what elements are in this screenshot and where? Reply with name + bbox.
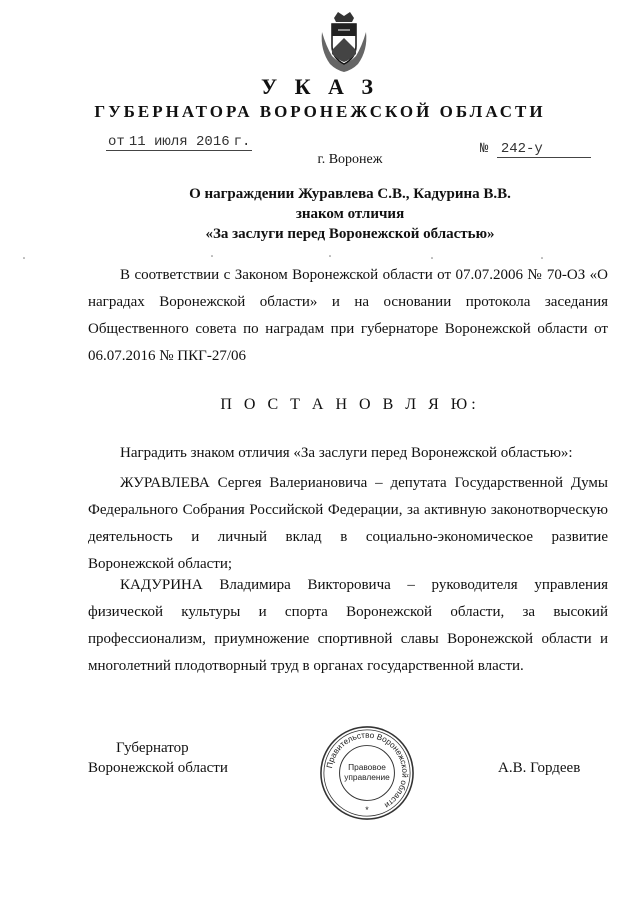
coat-of-arms-emblem <box>316 10 372 74</box>
awardee-paragraph-1: ЖУРАВЛЕВА Сергея Валериановича – депутата Государственной Думы Федерального Собрания Российской Федерации, за активную законотворческую деятельность и личный вклад в социально-экономическое развитие Воронежской области; <box>88 475 608 572</box>
date-value: 11 июля 2016 <box>128 134 230 150</box>
preamble-paragraph: В соответствии с Законом Воронежской области от 07.07.2006 № 70-ОЗ «О наградах Воронежской области» и на основании протокола заседания Общественного совета по наградам при губернаторе Воронежской области от 06.07.2016 № ПКГ-27/06 <box>88 267 608 364</box>
stamp-star: * <box>365 805 369 816</box>
document-date <box>106 134 252 150</box>
document-subject <box>0 184 640 244</box>
signatory-position <box>88 738 228 778</box>
date-suffix: г. <box>233 134 251 150</box>
city-line: г. Воронеж <box>317 152 383 167</box>
subject-line-2: знаком отличия <box>295 206 405 222</box>
stamp-center-line-2: управление <box>344 771 390 782</box>
award-paragraph: Наградить знаком отличия «За заслуги перед Воронежской областью»: <box>120 445 573 461</box>
signatory-name: А.В. Гордеев <box>498 760 581 776</box>
awardee-paragraph-2: КАДУРИНА Владимира Викторовича – руководителя управления физической культуры и спорта Воронежской области, за высокий профессионализм, приумножение спортивной славы Воронежской области и многолетний плодотворный труд в органах государственной власти. <box>88 577 608 674</box>
stamp-center-line-1: Правовое <box>348 762 386 773</box>
stamp-ring-text: Правительство Воронежской области <box>325 730 410 810</box>
number-value: 242-у <box>497 141 591 158</box>
date-prefix: от <box>108 134 125 150</box>
official-stamp <box>318 724 416 822</box>
document-subtitle: ГУБЕРНАТОРА ВОРОНЕЖСКОЙ ОБЛАСТИ <box>94 102 546 121</box>
subject-line-1: О награждении Журавлева С.В., Кадурина В.В. <box>189 186 511 202</box>
position-line-2: Воронежской области <box>88 760 228 776</box>
position-line-1: Губернатор <box>116 740 189 756</box>
subject-line-3: «За заслуги перед Воронежской областью» <box>205 226 495 242</box>
number-label: № <box>480 141 489 157</box>
decree-heading: П О С Т А Н О В Л Я Ю: <box>220 396 480 413</box>
document-title: У К А З <box>260 74 380 99</box>
